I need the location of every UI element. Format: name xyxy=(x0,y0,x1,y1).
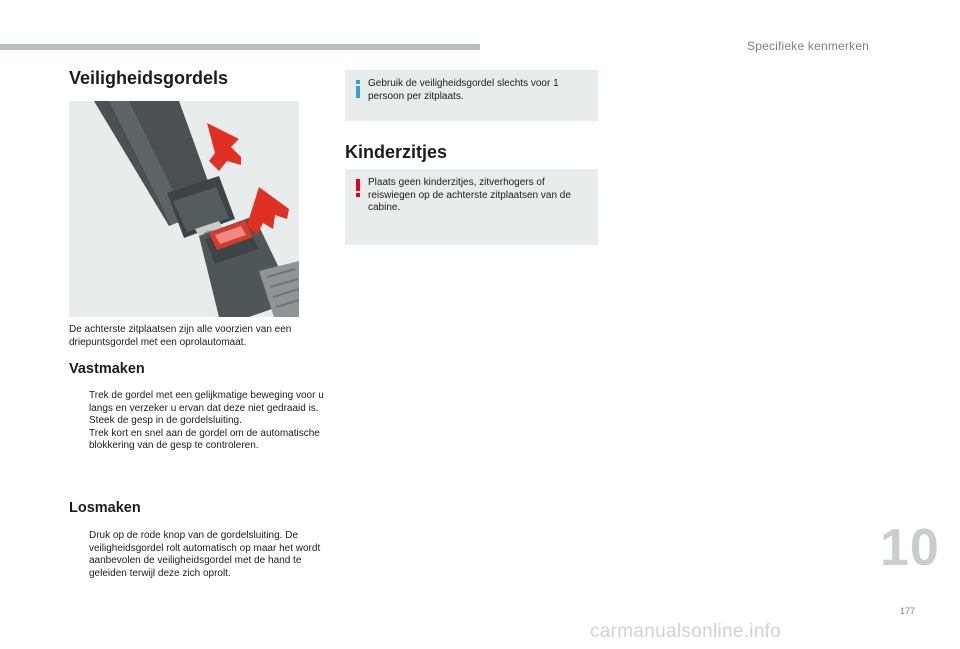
intro-text: De achterste zitplaatsen zijn alle voorzien van een driepuntsgordel met een oprolautomaat. xyxy=(69,324,292,348)
list-item: Trek de gordel met een gelijkmatige beweging voor u langs en verzeker u ervan dat deze niet gedraaid is. xyxy=(89,390,324,414)
heading-losmaken: Losmaken xyxy=(69,500,141,516)
vastmaken-steps xyxy=(69,390,327,453)
page-title: Veiligheidsgordels xyxy=(69,68,229,88)
section-label: Specifieke kenmerken xyxy=(747,39,870,53)
chapter-number: 10 xyxy=(880,519,940,577)
watermark: carmanualsonline.info xyxy=(590,621,782,642)
warning-note-text: Plaats geen kinderzitjes, zitverhogers of reiswiegen op de achterste zitplaatsen van de cabine. xyxy=(368,177,571,213)
list-item: Steek de gesp in de gordelsluiting. xyxy=(89,415,242,426)
info-note xyxy=(345,70,598,121)
red-arrow-icon xyxy=(247,187,289,235)
heading-kinderzitjes: Kinderzitjes xyxy=(345,142,448,162)
losmaken-steps xyxy=(69,530,327,580)
header-rule xyxy=(0,44,480,50)
heading-vastmaken: Vastmaken xyxy=(69,361,145,377)
info-icon xyxy=(353,80,363,98)
info-note-text: Gebruik de veiligheidsgordel slechts voor 1 persoon per zitplaats. xyxy=(368,78,559,102)
list-item: Trek kort en snel aan de gordel om de automatische blokkering van de gesp te controleren. xyxy=(89,427,320,451)
warning-note xyxy=(345,169,598,245)
seatbelt-figure xyxy=(69,101,299,317)
red-arrow-icon xyxy=(207,123,241,171)
page-number: 177 xyxy=(900,606,916,616)
list-item: Druk op de rode knop van de gordelsluiting. De veiligheidsgordel rolt automatisch op maar het wordt aanbevolen de veiligheidsgordel met de hand te geleiden terwijl deze zich oprolt. xyxy=(89,530,321,579)
warning-icon xyxy=(353,179,363,197)
seatbelt-buckle-illustration xyxy=(69,101,299,317)
